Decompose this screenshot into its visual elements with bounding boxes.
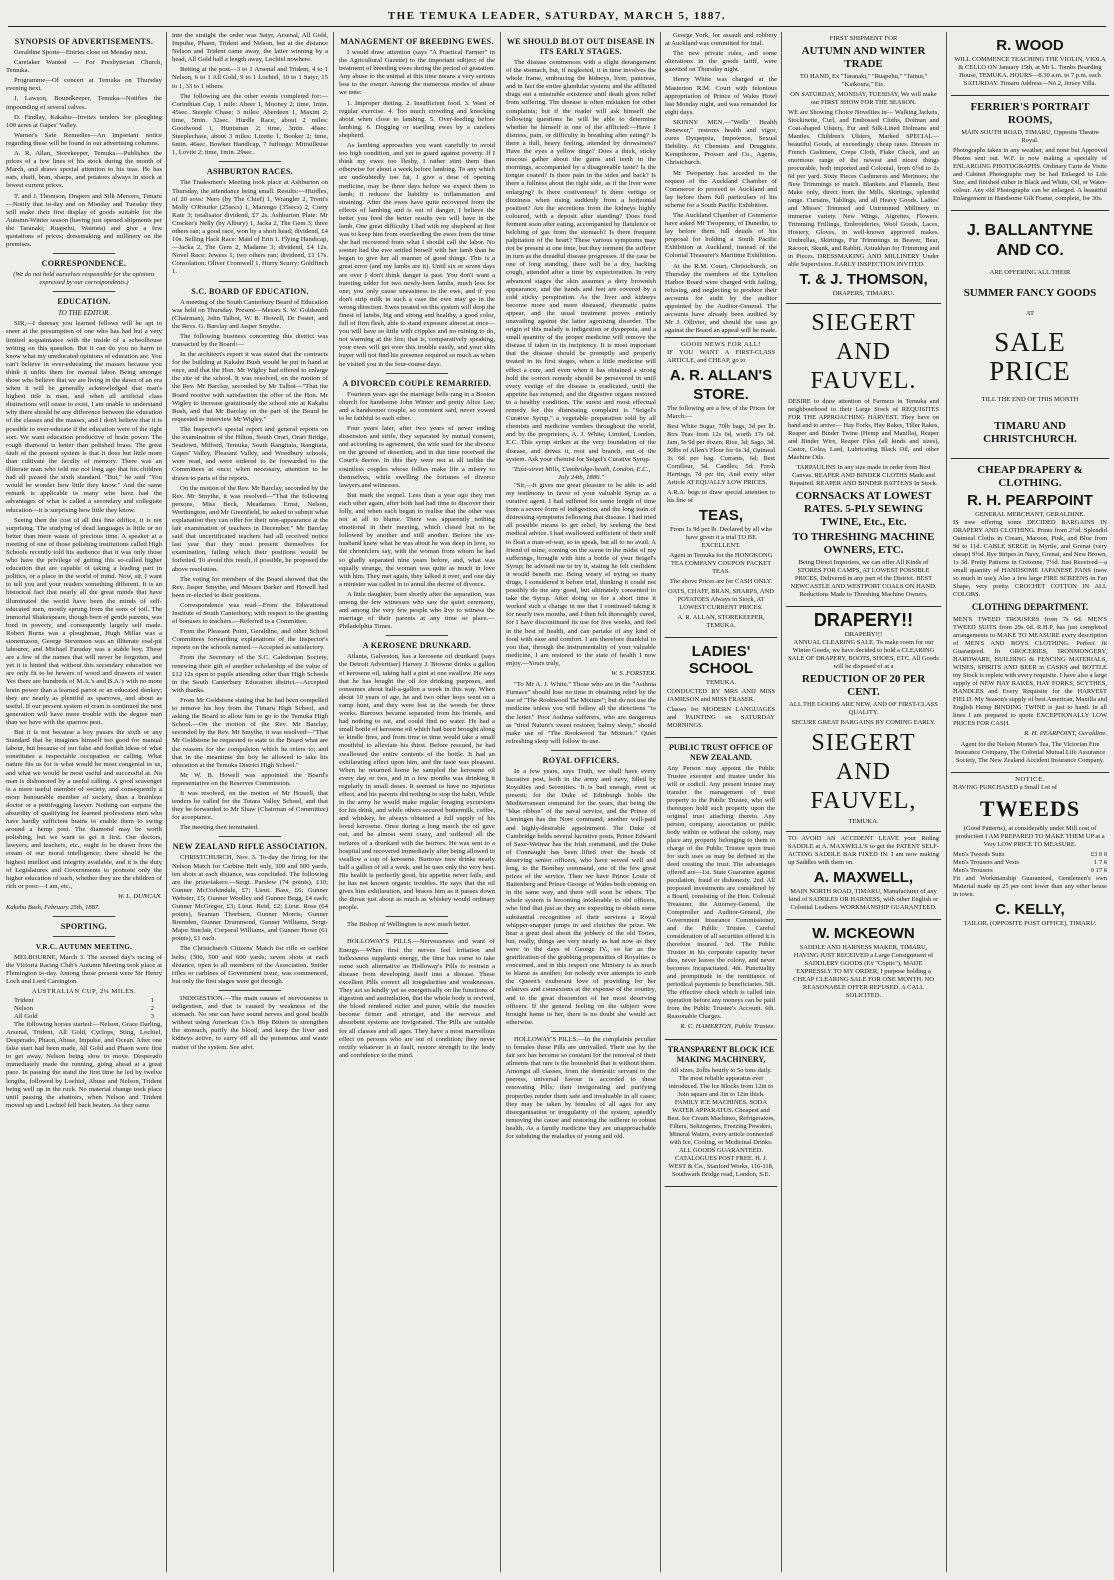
ice-machinery-advertisement bbox=[665, 1040, 777, 1187]
wood-name: R. WOOD bbox=[996, 37, 1064, 54]
synopsis-item: Programme—Of concert at Temuka on Thursday evening next. bbox=[6, 77, 162, 93]
rifle-heading: NEW ZEALAND RIFLE ASSOCIATION. bbox=[172, 842, 328, 852]
ladies-school-title: LADIES' SCHOOL bbox=[688, 643, 754, 678]
synopsis-item: A. R. Allan, Storekeeper, Temuka.—Publishes the prices of a few lines of his stock during the month of March, and draws special attention to his teas. He has oats, chaff, bran, sharps, and potatoes always in stock at lowest current prices. bbox=[6, 150, 162, 190]
correspondence-heading: CORRESPONDENCE. bbox=[41, 259, 127, 269]
thomson-sub: DRAPERS, TIMARU. bbox=[832, 290, 895, 298]
mckeown-advertisement bbox=[786, 920, 941, 1007]
maxwell-advertisement bbox=[786, 832, 941, 920]
testimonial-paragraph: "Sir,—It gives me great pleasure to be able to add my testimony in favor of your valuable Syrup as a curative agent. I had suffered for some length of time from a severe form of indigestion, and the long train of distressing symptoms following that disease. I had tried all possible means to get relief, by seeking the best medical advice. I had swallowed sufficient of their stuff to float a man-of-war, so to speak, but all to no avail. A friend of mine, coming on the scene in the midst of my sufferings, brought with him a bottle of your Seigel's Syrup; he advised me to try it, stating he felt confident it would benefit me. Being weary of trying so many drugs, I considered it before trial, thinking it could not possibly do me any good, but ultimately consented to take the Syrup. After doing so for a short time it worked such a change in me that I continued taking it for nearly two months, and I then felt thoroughly cured, for I have discontinued its use for five weeks, and feel in the best of health, and can partake of any kind of food with ease and comfort. I am therefore thankful to you that, through the instrumentality of your valuable medicine, I am restored to the state of health I now enjoy.—Yours truly, bbox=[506, 481, 656, 667]
maxwell-body: MAIN NORTH ROAD, TIMARU, Manufacturer of any kind of SADDLES OR HARNESS, with other English or Colonial Leathers. WORKMANSHIP GUARANTEED. bbox=[788, 888, 939, 912]
public-trust-body: Any Person may appoint the Public Trustee executor and trustee under his will or codicil. Any present trustee may transfer the management of trust property to the Public Trustee, who will thereupon hold such property upon the original trust attaching thereto. Any person, company, association or public body within or without the colony, may place any property belonging to them in charge of the Public Trustee upon trust for such uses as may be defined in the deed creating the trust. The advantages offered are—1st. State Guarantee against peculation, fraud or dishonesty. 2nd. All proposed investments are considered by a Board, consisting of the Hon. Colonial Treasurer, the Attorney-General, the Comptroller and Auditor-General, the Government Insurance Commissioner, and the Public Trustee. Careful consideration of all securities offered it is therefore insured. 3rd. The Public Trustee in his corporate capacity never dies, never leaves the colony, and never becomes incapacitated. 4th. Punctuality and promptitude in the remittance of periodical payments to beneficiaries. 5th. The effective check which is called into operation before any moneys can be paid from the Public Trustee's Account. 6th. Reasonable Charges. bbox=[667, 764, 775, 1020]
shipment-lead: FIRST SHIPMENT FOR bbox=[829, 35, 898, 42]
public-trust-title: PUBLIC TRUST OFFICE OF NEW ZEALAND. bbox=[669, 742, 773, 762]
column-3 bbox=[339, 32, 495, 1572]
result-row bbox=[6, 1005, 162, 1013]
column-rule bbox=[500, 32, 501, 1572]
education-paragraph: Seeing then the cost of all this fine edifice, it is not surprising. The studying of dead languages is little or no better than mere waste of precious time. A speaker at a meeting of one of those polishing institutions called High Schools recently told his audience that it was only those who have the privilege of getting this so-called higher education that are capable of taking a leading part in politics, or a place in the world of mind. Now, sir, I want to tell you and your readers something different. It is an historical fact that nearly all the great minds that have illuminated the world have been the minds of self-educated men, mostly sprung from the sons of toil. The immortal Shakespeare, though born of gentle parents, was bred in poverty, and consequently largely self made. Robert Burns was a ploughman, Hugh Millar was a stonemason, George Stevenson was an illiterate coal-pit labourer, and Michael Faraday was a stable boy. These are a few of the names that will never be forgotten, and yet it is hinted that without this secondary education we are only fit to be hewers of wood and drawers of water. Yes there are hundreds of M.A.'s and B.A.'s with no more brain power than a learned parrot or an educated donkey; they are nearly as plentiful as sparrows, and about as useful. If our present system of cram is continued the next generation will have more trouble with the degree man than we have with the sparrow pest. bbox=[6, 516, 162, 726]
indigestion-paragraph: INDIGESTION.—The main causes of nervousness is indigestion, and that is caused by weakness of the stomach. No one can have sound nerves and good health without using American Co.'s Hop Bitters to strengthen the stomach, purify the blood, and keep the liver and kidneys active, to carry off all the poisonous and waste matter of the system. See advt. bbox=[172, 994, 328, 1051]
placing: 2 bbox=[150, 1004, 154, 1012]
synopsis-item: D. Findlay, Kakahu—Invites tenders for ploughing 100 acres at Gapes' Valley. bbox=[6, 113, 162, 129]
ice-machinery-title: TRANSPARENT BLOCK ICE MAKING MACHINERY, bbox=[667, 1044, 775, 1064]
divorce-paragraph: Fourteen years ago the marriage bells rang in a Boston church for handsome John Winter and pretty Alice Lee; and a handsomer couple, so comment said, never vowed to be faithful to each other. bbox=[339, 390, 495, 422]
education-to-editor: TO THE EDITOR. bbox=[57, 309, 111, 318]
horse-name: Trident bbox=[14, 996, 34, 1004]
kelly-advertisement bbox=[951, 773, 1109, 933]
shipment-days: ON SATURDAY, MONDAY, TUESDAY, We will make our FIRST SHOW FOR THE SEASON. bbox=[790, 91, 937, 107]
wood-advertisement bbox=[951, 32, 1109, 96]
vrc-results bbox=[6, 997, 162, 1021]
public-trust-signature: R. C. HAMERTON, Public Trustee. bbox=[680, 1022, 775, 1030]
synopsis-item: Geraldine Sports—Entries close on Monday next. bbox=[14, 49, 148, 56]
news-item: Henry White was charged at the Masterton R.M. Court with felonious appropriation of Prince of Wales Hotel last Monday night, and was remanded for eight days. bbox=[665, 76, 777, 116]
drapery-reduction: REDUCTION OF 20 PER CENT. bbox=[801, 673, 926, 699]
column-rule bbox=[781, 32, 782, 1572]
rifle-paragraph: The Christchurch Citizens' Match for rifle or carbine belts; (300, 500 and 600 yards; seven shots at each distance, open to all members of the Association. Snider rifles or carbines of Government issue, was commenced, but only the first stages were got through. bbox=[172, 945, 328, 985]
pearpoint-sub: GENERAL MERCHANT, GERALDINE. bbox=[975, 511, 1085, 519]
column-rule bbox=[333, 32, 334, 1572]
board-paragraph: The meeting then terminated. bbox=[180, 824, 259, 832]
mckeown-name: W. MCKEOWN bbox=[812, 925, 915, 943]
drapery-sale-advertisement bbox=[786, 607, 941, 832]
allan-lead: IF YOU WANT A FIRST-CLASS ARTICLE, and CHEAP, go to bbox=[667, 349, 775, 365]
education-paragraph: But it is not because a boy passes the sixth or any Standard that he imagines himself too good for manual labour, but because of our false and foolish ideas of what constitutes a respectable occupation or calling. What nature fits us for is what would be most congenial to us, and what we would be most useful and successful at. No man is dishonored by a useful calling. A good scavenger is a more useful member of society, and consequently a more honourable member of society, than a brainless doctor or a pettifogging lawyer. Nothing can surpass the absurdity of qualifying for learned professions men who have hardly sufficient brains to enable them to swing around a hemp post. The diamond may be worth polishing, but we want to get it first. Our doctors, lawyers, and teachers, etc., ought to be drawn from the cream of our moral intelligence; there should be the highest intellect and integrity available, and it is the duty of Legislatures and Governments to promote only the higher education of such, whether they are the children of rich or poor.—I am, etc., bbox=[6, 729, 162, 890]
disease-paragraph: The disease commences with a slight derangement of the stomach, but, if neglected, it in time involves the whole frame, embracing the kidneys, liver, pancreas, and in fact the entire glandular system; and the afflicted drags out a miserable existence until death gives relief from suffering. The disease is often mistaken for other complaints; but if the reader will ask himself the following questions he will be able to determine whether he himself is one of the afflicted:—Have I distress, pain, or difficulty in breathing after eating? Is there a dull, heavy feeling, attended by drowsiness? Have the eyes a yellow tinge? Does a thick, sticky mucous gather about the gums and teeth in the mornings, accompanied by a disagreeable taste? Is the tongue coated? Is there pain in the sides and back? Is there a fullness about the right side, as if the liver were enlarging? Is there costiveness? Is there vertigo or dizziness when rising suddenly from a horizontal position? Are the secretions from the kidneys highly coloured, with a deposit after standing? Does food ferment soon after eating, accompanied by flatulence or belching of gas from the stomach? Is there frequent palpitation of the heart? These various symptoms may not be present at one time, but they torment the sufferer in turn as the dreadful disease progresses. If the case be one of long standing, there will be a dry, hacking cough, attended after a time by expectoration. In very advanced stages the skin assumes a dirty brownish appearance, and the hands and feet are covered by a cold sticky perspiration. As the liver and kidneys become more and more diseased, rheumatic pains appear, and the usual treatment proves entirely unavailing against the latter agonising disorder. The origin of this malady is indigestion or dyspepsia, and a small quantity of the proper medicine will remove the disease if taken in its incipiency. It is most important that the disease should be promptly and properly treated in its first stages, when a little medicine will effect a cure, and even when it has obtained a strong hold the correct remedy should be persevered in until every vestige of the disease is eradicated, until the appetite has returned, and the digestive organs restored to a healthy condition. The surest and most effectual remedy for this distressing complaint is "Seigel's Curative Syrup," a vegetable preparation sold by all chemists and medicine vendors throughout the world, and by the proprietors, A. J. White, Limited, London, E.C. This syrup strikes at the very foundation of the disease, and drives it, root and branch, out of the system. Ask your chemist for Seigel's Curative Syrup. bbox=[506, 59, 656, 463]
ballantyne-name: J. BALLANTYNE AND CO. bbox=[966, 222, 1094, 259]
divider bbox=[53, 253, 115, 254]
allan-teas-lead: A.R.A. begs to draw special attention to his line of bbox=[667, 489, 775, 505]
ballantyne-advertisement bbox=[951, 211, 1109, 459]
column-rule bbox=[166, 32, 167, 1572]
board-paragraph: The following business concerning this district was transacted by the Board:— bbox=[172, 332, 328, 348]
royal-officers-paragraph: In a few years, says Truth, we shall have every lucrative post, both in the army and navy, filled by Royalties and Serenities. It is bad enough, even at present; for the Duke of Edinburgh holds the Mediterranean command for the years, that being the "blue ribbon" of the naval service, and the Prince of Lieningen has the Nore command, another well-paid and highly-desirable appointment. The Duke of Cambridge holds several lucrative posts, Prince Edward of Saxe-Weimar has the Irish command, and the Duke of Connaught has been lifted over the heads of deserving senior officers, who have served well and long, to the Bombay command, one of the few great prizes of the service. Then we have Prince Louis of Battenberg and Prince George of Wales both coming on in the same way, and there will soon be others. The whole system is becoming intolerable to old officers, who find that just as they are expecting to obtain some substantial recognition of their services a Royal whipper-snapper jumps in and clutches the prize. We hear a great deal about the jobbery of the old Tories, but, really, things are very nearly as bad now as they were in the days of George IV., so far as the gratification of the grabbing propensities of Royalties is concerned, and in this respect one Ministry is as much to blame as another; for nobody ever attempts to curb the Queen's exuberant love of providing for her relatives and connexions at the expense of the country, and to the great discomfort of her most deserving officers. If the general feeling on the subject were brought home to her, there is no doubt she would act otherwise. bbox=[506, 767, 656, 1026]
ferrier-sub: MAIN SOUTH ROAD, TIMARU, Opposite Theatre Royal. bbox=[961, 129, 1099, 144]
allan-name: A. R. ALLAN'S bbox=[669, 367, 773, 385]
divorce-paragraph: A little daughter, born shortly after the separation, was among the few witnesses who saw the quiet ceremony, and among the very few people who live to witness the marriage of their parents at any time or place.—Philadelphia Times. bbox=[339, 590, 495, 631]
divider bbox=[386, 635, 448, 636]
siegert-name: SIEGERT AND FAUVEL. bbox=[810, 310, 917, 395]
board-education-heading: S.C. BOARD OF EDUCATION. bbox=[191, 286, 309, 296]
board-paragraph: From the Secretary of the S.C. Caledonian Society, renewing their gift of another scholarship of the value of £12 12s open to pupils attending other than High Schools in the South Canterbury Education district.—Accepted with thanks. bbox=[172, 654, 328, 694]
clothing-title: CLOTHING DEPARTMENT. bbox=[971, 602, 1089, 613]
ferrier-advertisement bbox=[951, 96, 1109, 211]
vrc-paragraph: MELBOURNE, March 3. The second day's racing of the Victoria Racing Club's Autumn Meeting took place at Flemington to-day. Among those present were Sir Henry Loch and Lord Carrington. bbox=[6, 954, 162, 986]
breeding-paragraph: I would draw attention (says "A Practical Farmer" in the Agricultural Gazette) to the important subject of the treatment of breeding ewes during the period of gestation. Any abuse to the animal at this time means a very serious loss to the owner. Among the numerous modes of abuse we note: bbox=[339, 49, 495, 97]
bishop-paragraph: The Bishop of Wellington is now much better. bbox=[347, 921, 471, 929]
sporting-heading: SPORTING. bbox=[60, 922, 108, 932]
divider bbox=[219, 161, 281, 162]
column-rule bbox=[660, 32, 661, 1572]
maxwell-lead: TO AVOID AN ACCIDENT LEAVE your Riding SADDLE at A. MAXWELL'S to get the PATENT SELF-ACTING SADDLE BAR FIXED IN. I am now making up Saddles with them on. bbox=[788, 835, 939, 867]
drapery-title: DRAPERY!! bbox=[813, 610, 914, 631]
divider bbox=[53, 916, 115, 917]
education-place: Kakahu Bush, February 25th, 1887. bbox=[6, 904, 100, 911]
fit-note: Fit and Workmanship Guaranteed, Gentlemen's own Material made up 25 per cent lower than any other house in town. bbox=[953, 875, 1107, 899]
thomson-advertisement bbox=[786, 32, 941, 304]
board-paragraph: The Inspector's special report and general reports on the examination of the Hilton, South Orari, Orari Bridge, Seadown, Milford, Temuka, South Rangitata, Rangitata, Gapes' Valley, Pleasant Valley, and Woodbury schools, were read, and were ordered to be forwarded to the Committees at once; when necessary, attention to be drawn to parts of the reports. bbox=[172, 425, 328, 482]
disease-heading: WE SHOULD BLOT OUT DISEASE IN ITS EARLY STAGES. bbox=[506, 37, 656, 56]
notice-body: (Good Patterns), at considerably under Mill cost of production I AM PREPARED TO MAKE THEM UP at a Very LOW PRICE TO MEASURE. bbox=[955, 825, 1105, 849]
divider bbox=[53, 291, 115, 292]
ballantyne-till: TILL THE END OF THIS MONTH bbox=[981, 396, 1079, 404]
news-item: The Auckland Chamber of Commerce have asked Mr Twopenny, of Dunedin, to lay before them full details of his proposal for holding a South Pacific Exhibition at Auckland, instead of the Colonial Treasurer's Maritime Exhibition. bbox=[665, 211, 777, 260]
price-row bbox=[953, 851, 1107, 859]
ballantyne-summer: SUMMER FANCY GOODS bbox=[963, 287, 1097, 299]
ballantyne-lead: ARE OFFERING ALL THEIR bbox=[989, 269, 1071, 276]
siegert-harvest-body: DESIRE to draw attention of Farmers in Temuka and neighbourhood to their Large Stock of REQUISITES FOR THE APPROACHING HARVEST. They have on hand and to arrive— Hay Forks, Hay Rakes, Tiller Rakes, Reaper and Binder Twine (Hemp and Manilla), Reaper and Binder Wire, Reaper Files (all kinds and sizes), Castor, Colza, Lard, Lubricating Black Oil, and other Machine Oils. bbox=[788, 398, 939, 462]
synopsis-item: Caretaker Wanted — For Presbyterian Church, Temuka. bbox=[6, 59, 162, 75]
royal-officers-heading: ROYAL OFFICERS. bbox=[542, 755, 620, 765]
board-paragraph: A meeting of the South Canterbury Board of Education was held on Thursday. Present—Messrs S. W. Goldsmith (Chairman), John Talbot, W. B. Howell, Dr Foster, and the Revs. G. Barclay and Jasper Smythe. bbox=[172, 298, 328, 330]
board-paragraph: It was resolved, on the motion of Mr Howell, that tenders be called for the Totara Valley School, and that they be forwarded to Mr Shaw (Chairman of Committee) for acceptance. bbox=[172, 789, 328, 822]
vrc-heading: V.R.C. AUTUMN MEETING. bbox=[35, 943, 133, 952]
shipment-title: AUTUMN AND WINTER TRADE bbox=[801, 45, 926, 71]
breeding-heading: MANAGEMENT OF BREEDING EWES. bbox=[340, 37, 494, 46]
board-paragraph: Mr W. B. Howell was appointed the Board's representative on the Reserves Commission. bbox=[172, 771, 328, 787]
kerosene-paragraph: Atlanta, Galveston, has a kerosene oil drunkard (says the Detroit Advertiser) Harvey J. Browne drinks a gallon of kerosene oil, taking half a pint at one swallow. He says that he has bought the oil for drinking purposes, and consumes about half-a-gallon a week in this way. When about 10 years of age, he and two other boys went on a camp hunt, and they were lost in the woods for three weeks. Burrows became separated from his friends, and had nothing to eat, and could find no water. He had a small bottle of kerosene oil which had been brought along to kindle fires, and from time to time would take a small mouthful to alleviate his thirst. Before rescued, he had swallowed the entire contents of the bottle. It had an exhilarating effect upon him, and the taste was pleasant. When he returned home he sampled the kerosene oil every day or two, and in a few months was drinking it regularly in small doses. It seemed to have no injurious effect, and his parents did nothing to stop the habit. While in the army he would make regular foraging excursions for his drink, and while others secured buttermilk, coffee, and whiskey, he always obtained a full supply of his loved kerosene. Once during a long march the oil gave out, and he almost went crazy, and suffered all the tortures of a drunkard with the horrors. He was sent to a hospital and recovered immediately after being allowed to swallow a cup of kerosene. Burrows now drinks nearly half a gallon of oil a week, and he uses only the very best. His health is perfectly good, his appetite never fails, and he has not known organic troubles. He says that the oil gives him exhilaration, and braces him as it passes down the throat just about as much as whiskey would ordinary people. bbox=[339, 653, 495, 912]
divider bbox=[219, 836, 281, 837]
board-paragraph: From the Pleasant Point, Geraldine, and other School Committees forwarding explanations of the Inspector's reports on the schools named.—Accepted as satisfactory. bbox=[172, 628, 328, 652]
news-item: George York, for assault and robbery at Auckland was committed for trial. bbox=[665, 32, 777, 48]
result-row bbox=[6, 997, 162, 1005]
divorce-paragraph: Four years later, after two years of never ending dissension and strife, they separated by mutual consent, and according to agreement, the wife sued for the divorce on the ground of desertion, and in due time received the Court's decree. In this they were not at all unlike the countless couples whose follies make life a misery to themselves, while swelling the fortunes of divorce lawyers and witnesses. bbox=[339, 425, 495, 489]
pearpoint-advertisement bbox=[951, 459, 1109, 773]
ballantyne-sale-price: SALE PRICE bbox=[989, 327, 1071, 387]
siegert-name-2: SIEGERT AND FAUVEL, bbox=[810, 730, 917, 815]
shipment-hand: TO HAND, Ex "Taranaki," "Ruapehu," "Tainui," "Kaikoura," Etc. bbox=[799, 73, 928, 89]
price-value: 1 7 6 bbox=[1094, 859, 1107, 867]
drapery-bargains: SECURE GREAT BARGAINS BY COMING EARLY. bbox=[791, 719, 936, 727]
pearpoint-agent: Agent for the Nelson Monte's Tea, The Victorian Fire Insurance Company, The Colonial Mutual Life Assurance Society, The New Zealand Accident Insurance Company. bbox=[954, 741, 1106, 765]
breeding-list: 1. Improper dieting. 2. Insufficient food. 3. Want of regular exercise. 4. Too much crowding and knocking about when close to lambing. 5. Over-feeding before lambing. 6. Dogging or startling ewes by a careless shepherd. bbox=[339, 99, 495, 139]
clothing-body: MEN'S TWEED TROUSERS from 7s 6d. MEN'S TWEED SUITS from 29s 6d. R.H.P. has just completed arrangements to MAKE TO MEASURE every description of MEN'S AND BOYS CLOTHING. Perfect fit Guaranteed. In GROCERIES, IRONMONGERY, HARDWARE, BUILDING & FENCING MATERIALS, WINES, SPIRITS AND BEER in CASKS and BOTTLE my Stock is replete with every requisite. I have also a large supply of NEW HAY RAKES, HAY FORKS, SCYTHES, HANDLES and Every Requisite for the HARVEST FIELD. My Season's supply of best American, Manilla and English Hemp BINDING TWINE is just to hand. In all lines I am prepared to quote EXCEPTIONALLY LOW PRICES FOR CASH. bbox=[953, 616, 1107, 728]
placing: 1 bbox=[150, 996, 154, 1004]
ladies-school-classes: Classes for MODERN LANGUAGES and PAINTING on SATURDAY MORNINGS. bbox=[667, 705, 775, 729]
news-item: Mr Twopenny has acceded to the request of the Auckland Chamber of Commerce to proceed to Auckland and lay before them full particulars of his scheme for a South Pacific Exhibition. bbox=[665, 169, 777, 209]
ballantyne-at: AT bbox=[1025, 310, 1035, 317]
allan-signature: A. R. ALLAN, STOREKEEPER, TEMUKA. bbox=[677, 614, 765, 630]
rifle-paragraph: CHRISTCHURCH, Nov. 3. To-day the firing for the Nelson Match for Carbine Belt only, 300 and 500 yards, ten shots at each distance, was concluded. The following are the prize-takers:—Sergt. Parslow (74 points), £10; Gunner McCorkindale, £7; Lieut. Bass, £6; Gunner Webster, £5; Gunner Woolley and Gunner Begg, £4 each; Gunner McGregor, £3; Lieut. Reid, £2; Lieut. Ross (64 points), Seaman Thorburn, Gunner Morris, Gunner Bremden, Gunner Drummond, Gunner Williams, Sergt-Major Sinclair, Corporal Williams, and Gunner Howe (61 points), £1 each. bbox=[172, 854, 328, 943]
allan-agent: Agent in Temuka for the HONGKONG TEA COMPANY COUPON PACKET TEAS. bbox=[669, 552, 773, 576]
placing: 3 bbox=[150, 1012, 154, 1020]
price-item: Men's Trousers bbox=[953, 867, 993, 875]
cornsacks-heading: CORNSACKS AT LOWEST RATES. 5-PLY SEWING TWINE, Etc., Etc. bbox=[795, 490, 932, 529]
siegert-tarpaulins: TARPAULINS In any size made to order from Best Canvas. REAPER AND BINDER CLOTHS Made and Repaired. REAPER AND BINDER BATTENS In Stock. bbox=[789, 464, 938, 488]
tweeds-heading: TWEEDS bbox=[979, 796, 1081, 822]
price-row bbox=[953, 867, 1107, 875]
news-item: The new private rules, and some alterations in the goods tariff, were gazetted on Thursday night. bbox=[665, 50, 777, 74]
asthma-paragraph: "To Mr A. J. White." Those who are in the "Asthma Furnace" should lose no time in obtaining relief by the use of "The Rookwood Tar Mixture"; but do not use the medicine unless you will follow all the directions "to the letter." Poor Asthma sufferers, who are dangerous as "tired Nature's sweet restorer, balmy sleep," should make use of "The Rookwood Tar Mixture." Quiet refreshing sleep will follow its use. bbox=[506, 681, 656, 745]
board-paragraph: In the architect's report it was stated that the contracts for the building at Kakahu Bush would be put in hand at once, and that the Hon. Mr Wigley had offered to enlarge the site of the school. It was resolved, on the motion of the Rev. Mr Barclay, seconded by Mr Talbot—"That the Board receive with satisfaction the offer of the Hon. Mr Wigley to increase gratuitously the school site at Kakahu Bush, and that Mr Barclay on the part of the Board be requested to interview Mr Wigley." bbox=[172, 351, 328, 423]
divider bbox=[53, 936, 115, 937]
news-item: SKINNY MEN.—"Wells' Health Renewer," restores health and vigor, cures Dyspepsia, Impotence, Sexual Debility. At Chemists and Druggists. Kempthorne, Prosser and Co., Agents, Christchurch. bbox=[665, 118, 777, 167]
threshing-heading: TO THRESHING MACHINE OWNERS, ETC. bbox=[792, 531, 935, 557]
divider bbox=[386, 373, 448, 374]
column-5 bbox=[665, 32, 777, 1572]
horse-name: Nelson bbox=[14, 1004, 33, 1012]
shipment-body: WE are Showing Choice Novelties in— Walking Jackets, Stockinette, Curl, and Embossed Cloths, Dolman and Coat-shaped Ulsters, Fur and Silk-Lined Dolmans and Mantles. Children's Ulsters, Marked SPECIAL—beautiful Goods, at exceedingly cheap rates. Dresses in French Cashmere, Crepe Cloth, Flake Check, and an enormous range of the newest and nicest things procurable, both imported and Colonial, from 6½d to 2s 6d per yard. Sixty Pieces Cashmeres and Merinoes; the New Trimmings to match. Blankets and Flannels, Best Make only, direct from the Mills. Skirtings, splendid range. Curtains, Tablings, and all Heavy Goods. Ladies' and Misses' Trimmed and Untrimmed Millinery in immense variety. New Wings, Aigrettes, Flowers. Trimming Frillings, Embroideries, Wool Goods, Laces, Hosiery, Gloves, in well-known approved makes. Umbrellas, Skirtings, Fur Trimmings in Beaver, Bear, Racoon, Skunk, and Rabbit. Astrakhan for Trimming and in Pieces. DRESSMAKING AND MILLINERY Under able Supervision. EARLY INSPECTION INVITED. bbox=[788, 109, 939, 269]
allan-teas-price: From 1s 9d per lb. Declared by all who have given it a trial TO BE EXCELLENT. bbox=[670, 526, 772, 550]
board-paragraph: On the motion of the Rev. Mr Barclay, seconded by the Rev. Mr Smythe, it was resolved—"That the following persons, Miss Beck, Meadames Ernst, Nelson, Worthington, and Mr Greenfield, be asked to submit what explanation they can offer for their non-appearance at the late examination of teachers in December." Mr Barclay said that uncertificated teachers had all received notice last year that they must present themselves for examination, failing which their positions would be forfeited. To avoid this result, if possible, he proposed the above resolution. bbox=[172, 484, 328, 573]
holloway-paragraph: HOLLOWAY'S PILLS.—In the complaints peculiar to females these Pills are unrivalled. Their use by the fair sex has become so constant for the removal of their ailments that rare is the household that is without them. Amongst all classes, from the domestic servant to the peeress, universal favour is accorded to these renovating Pills; their invigorating and purifying properties render them safe and invaluable in all cases; they may be taken by females of all ages for any disorganisation or irregularity of the system, speedily removing the cause and restoring the sufferer to robust health. As a family medicine they are unapproachable for subduing the maladies of young and old. bbox=[506, 1035, 656, 1140]
result-row bbox=[6, 1013, 162, 1021]
allan-oats: OATS, CHAFF, BRAN, SHARPS, AND POTATOES Always in Stock, AT LOWEST CURRENT PRICES. bbox=[667, 588, 775, 612]
vrc-cup: AUSTRALIAN CUP, 2¼ MILES. bbox=[31, 988, 137, 996]
breeding-paragraph: As lambing approaches you want carefully to avoid too high condition, and yet to guard against poverty. If I think my ewes too fleshy, I rather stint them than otherwise for about a week before lambing. To any which are undoubtedly too fat, I give a dose of opening medicine, may be three days before we expect them to lamb; it reduces the liability to inflammation and straining. After the ewes have quite recovered from the effects of lambing and is out of danger, I believe the better you feed the better results you will have in the lamb. One great difficulty I had with my shepherd at first was to keep him from overfeeding the ewes from the time she had recovered from what I should call the labor. No sooner had the ewe settled herself with her lamb than he began to give her all manner of good things. This is a great error (and my lambs are it). Until six or seven days are over I don't think danger is past. You don't want a bursting udder for two newly-born lambs, much less for one; you only cause uneasiness to the ewe, and if you don't strip milk in such a case the ewe may go in the wrong direction. Ewes treated on this system will drop the finest of lambs, big and strong and healthy, a good color, full of firm flesh, able to stand exposure almost at once—you will have so little with cripples and no ruining to do, not warming at the fire; that is, comparatively speaking, your ewes will get over this trouble easily, and your skin buyer will not find his presence required so much as when he visited you in the four-course days. bbox=[339, 142, 495, 368]
synopsis-item: Warner's Safe Remedies—An important notice regarding these will be found in our advertising columns. bbox=[6, 131, 162, 147]
board-paragraph: From Mr Goldstone stating that he had been compelled to remove his boy from the Timaru High School, and asking the Board to allow him to go to the Temuka High School.—On the motion of the Rev. Mr Barclay, seconded by the Rev. Mr Smythe, it was resolved—"That Mr Goldstone be requested to state to the Board what are the reasons for the compulsion which he refers to; and that in the meantime the boy be allowed to take his education at the Temuka District High School." bbox=[172, 696, 328, 769]
synopsis-heading: SYNOPSIS OF ADVERTISEMENTS. bbox=[14, 37, 154, 46]
column-1 bbox=[6, 32, 162, 1572]
masthead-title: THE TEMUKA LEADER, SATURDAY, MARCH 5, 1887. bbox=[387, 9, 727, 22]
correspondence-note: (We do not hold ourselves responsible for the opinions expressed by our correspondents.) bbox=[13, 271, 155, 287]
pearpoint-name: R. H. PEARPOINT bbox=[967, 492, 1093, 510]
notice-title: NOTICE. bbox=[1015, 776, 1045, 784]
good-news-heading: GOOD NEWS FOR ALL! bbox=[680, 341, 762, 349]
testimonial-address: "East-street Mills, Cambridge-heath, London, E.C., July 24th, 1886." bbox=[511, 465, 651, 481]
threshing-body: Being Direct Importers, we can offer All Kinds of STORES FOR CAMPS, AT LOWEST POSSIBLE PRICES, Delivered in any part of the District. BEST NEWCASTLE AND WESTPORT COALS ON HAND. Reductions Made to Threshing Machine Owners. bbox=[790, 559, 937, 599]
column-6 bbox=[786, 32, 941, 1572]
synopsis-list bbox=[6, 49, 162, 249]
divorce-paragraph: But mark the sequel. Less than a year ago they met each other again, after both had had time to discover their folly, and when each began to realise that the other was not at all to blame. There was apparently nothing emotional in their meeting, which closed but to be followed by another and still another. Before the ex-husband knew what he was about he was deep in love, so the chroniclers say, with the woman from whom he had so gladly separated nine years before, and, what was equally strange, the woman was quite as much in love with him. They met again, they talked it over, and one day a minister was called in to annul the decree of divorce. bbox=[339, 491, 495, 588]
pearpoint-body: IS now offering some DECIDED BARGAINS IN DRAPERY AND CLOTHING. Prints from 2½d. Splendid Oatmeal Cloths in Cream, Maroon, Pink, and Blue from 9d to 11d. CABLE SERGE in Myrtle, and Grenat (very cheap) 9½d. Rye Stripes in Navy, Grenat, and New Brown, 1s 3d. Pretty Patterns in Cretonne, 7½d. Just Received—a small quantity of HANDSOME JAPANESE FANS (now so much in use); Also a few large FIRE SCREENS in Fan Shape, very pretty. CROCHET COTTON IN ALL COLORS. bbox=[953, 519, 1107, 599]
column-rule bbox=[946, 32, 947, 1572]
testimonial-signature: W. S. FORSTER. bbox=[611, 670, 656, 678]
divider bbox=[386, 933, 448, 934]
ferrier-body: Photographs taken in any weather, and none but Approved Photos sent out. W.F. is now making a specialty of ENLARGING PHOTOGRAPHS. Ordinary Carte de Visite and Cabinet Photographs may be had Enlarged to Life Size, and finished either in Black and White, Oil, or Water-colour. Any old Photographs can be enlarged. A beautiful Enlargement in Handsome Gilt Frame, complete, for 30s. bbox=[953, 147, 1107, 202]
price-list bbox=[953, 851, 1107, 875]
siegert-harvest-advertisement bbox=[786, 304, 941, 607]
divider bbox=[386, 916, 448, 917]
vrc-paragraph: The following horses started:—Nelson, Grace Darling, Arsenal, Trident, All Gold, Cyclops, Sting, Lochiel, Desperado, Phaon, Abuse, Impulse, and Ocean. After one false start had been made, All Gold and Phaon were first to get away, Nelson being slow to move. Desperado immediately made the running, going ahead at a great pace. In passing the stand the first time he led by twelve lengths, followed by Lochiel, Abuse and Nelson, Trident being well up in the ruck. No material change took place until passing the abattoirs, when Nelson and Trident moved up and Lochiel fell back beaten. As they came bbox=[6, 1020, 162, 1109]
board-paragraph: The voting for members of the Board showed that the Rev. Jasper Smythe, and Messrs Barker and Howell had been re-elected to their positions. bbox=[172, 575, 328, 599]
race-continued: into the straight the order was Satyr, Arsenal, All Gold, Impulse, Phaon, Trident and Nelson, but at the distance Nelson and Trident came away, the latter winning by a head, All Gold half a length away, Lochiel nowhere. bbox=[172, 32, 328, 64]
race-betting: Betting at the post—3 to 1 Arsenal and Trident, 4 to 1 Nelson, 6 to 1 All Gold, 9 to 1 Lochiel, 10 to 1 Satyr, 15 to 1, 33 to 1 others. bbox=[172, 66, 328, 90]
ferrier-title: FERRIER'S PORTRAIT ROOMS, bbox=[970, 101, 1090, 126]
column-7 bbox=[951, 32, 1109, 1572]
kelly-name: C. KELLY, bbox=[995, 901, 1065, 919]
board-paragraph: Correspondence was read—From the Educational Institute of South Canterbury, with respect to the granting of bonuses to teachers.—Referred to a Committee. bbox=[172, 601, 328, 626]
ice-machinery-body: All sizes, 2olbs hourly to 5o tons daily. The most reliable apparatus ever introduced. The Ice Blocks from 12in to 3oin square and 3in to 12in thick. FAMILY ICE MACHINES. SODA WATER APPARATUS. Cheapest and Best. Ice Cream Machines, Refrigerators, Filters, Seltzogenes, Freezing Powders, Mineral Waters, every article connected with Ice, Cooling, or Medicinal Drinks. ALL GOODS GUARANTEED. CATALOGUES POST FREE. H. J. WEST & Co., Stanford Works, 116-118, Southwark Bridge road, London, S.E. bbox=[667, 1066, 775, 1178]
price-item: Men's Trousers and Vests bbox=[953, 859, 1019, 867]
cheap-drapery-title: CHEAP DRAPERY & CLOTHING. bbox=[977, 464, 1083, 490]
price-value: 0 17 6 bbox=[1090, 867, 1107, 875]
education-heading: EDUCATION. bbox=[57, 297, 111, 307]
drapery-sub: DRAPERY!!! bbox=[844, 631, 883, 639]
allan-store: STORE. bbox=[693, 386, 749, 404]
drapery-new: ALL THE GOODS ARE NEW, AND OF FIRST-CLASS QUALITY. bbox=[789, 701, 938, 717]
price-item: Men's Tweeds Suits bbox=[953, 851, 1005, 859]
race-results: The following are the other events completed for:—Corinthian Cup, 1 mile: Abeer 1, Mooney 2; time, 1min. 45sec. Steeple Chase: 3 miles: Aberdeen 1, Maxim 2; time, 5min. 32sec. Hurdle Race, about 2 miles: Goodwood 1, Huntsman 2; time, 3min. 46sec. Steeplechase, about 3 miles: Lizette 1, Booker 2; time, 6min. 46sec. Bowker Handicap, 7 furlongs: Mitrailleuse 1, Lovite 2; time, 1min. 29sec. bbox=[172, 92, 328, 157]
education-signature: W. L. DUNCAN. bbox=[117, 892, 162, 900]
allan-advertisement bbox=[665, 337, 777, 638]
notice-lead: HAVING PURCHASED a Small Lot of bbox=[953, 784, 1058, 792]
ladies-school-town: TEMUKA. bbox=[705, 679, 737, 687]
divider bbox=[219, 281, 281, 282]
divorce-heading: A DIVORCED COUPLE REMARRIED. bbox=[342, 378, 492, 388]
price-row bbox=[953, 859, 1107, 867]
price-value: £3 0 0 bbox=[1090, 851, 1107, 859]
column-4 bbox=[506, 32, 656, 1572]
divider bbox=[551, 1031, 611, 1032]
column-2 bbox=[172, 32, 328, 1572]
ashburton-paragraph: The Tradesmen's Meeting took place at Ashburton on Thursday, the attendance being small. Results:—Hurdles, of 20 sovs: Nero (by The Chief) 1, Wrangler 2, Trent's Molly O'Rourke (25secs) 1, Marengo (35secs) 2, Corry Kate 3; totalisator dividend, £7 2s. Ashburton Plate: Mr Crocker's Nelly (by Albury) 1, Jacka 2, The Gem 3; three others ran; a good race, won by a short head; dividend, £4 10s. Selling Hack Race: Maid of Erin 1. Flying Handicap,—Jacka 2, The Gem 2, Madame 3; dividend, £4 12s. Novel Race: Jewess 1; two others ran; dividend, £1 17s. Consolation: Oliver Cromwell 1. Hurry Scurry: Goldfinch 1. bbox=[172, 179, 328, 276]
kerosene-heading: A KEROSENE DRUNKARD. bbox=[362, 641, 472, 651]
ashburton-heading: ASHBURTON RACES. bbox=[206, 167, 294, 177]
ladies-school-body: CONDUCTED BY MRS AND MISS JAMIESON and MISS FRASER. bbox=[667, 687, 775, 703]
synopsis-item: J. Lawson, Boundkeeper, Temuka—Notifies the impounding of several calves. bbox=[6, 95, 162, 111]
kelly-sub: TAILOR, (OPPOSITE POST OFFICE), TIMARU. bbox=[963, 920, 1097, 928]
synopsis-item: T. and J. Thomson, Drapers and Silk Mercers, Timaru—Notify that to-day and on Monday and Tuesday they will make their first display of goods suitable for the Autumn-Winter season (having just opened shipments per the Taranaki, Ruapehu, Waimea) and give a few quotations of prices; dressmaking and millinery on the premises. bbox=[6, 192, 162, 249]
allan-intro: The following are a few of the Prices for March:— bbox=[667, 405, 775, 421]
wood-body: WILL COMMENCE TEACHING THE VIOLIN, VIOLA & CELLO ON January 15th, at Mr L. Tombs Boarding House, TEMUKA. HOURS—8.30 a.m. to 7 p.m. each SATURDAY. Timaru Address—No 2, Jersey Villa. bbox=[954, 56, 1106, 87]
mckeown-body: SADDLE AND HARNESS MAKER, TIMARU, HAVING JUST RECEIVED a Large Consignment of SADDLERY GOODS (Ex "Coptic"), MADE EXPRESSLY TO MY ORDER, I purpose holding a CHEAP CLEARING SALE FOR ONE MONTH. NO REASONABLE OFFER REFUSED. A CALL SOLICITED. bbox=[793, 944, 934, 1000]
allan-prices: Best White Sugar, 70lb bags, 3d per lb. Box Teas from 12s 6d, worth 17s 6d. Jam, 5s 9d per dozen; Rice, 3d; Sago, 3d. 50lbs of Allen's Flour for 6s 3d, Oatmeal 3s 6d per bag. Currants, 6d; Best Cornflour, 5d. Candles, 5d; Fresh Herrings, 7d per tin, And every other Article AT EQUALLY LOW PRICES. bbox=[667, 423, 775, 487]
divider bbox=[551, 750, 611, 751]
holloway-paragraph: HOLLOWAY'S PILLS.—Nervousness and want of Energy.—When first the nerves feel irritation and listlessness supplants energy, the time has come to take some such alternative as Holloway's Pills to restrain a disease from developing itself into a disease. These excellent Pills correct all irregularities and weaknesses. They act so kindly yet so energetically on the functions of digestion and assimilation, that the whole body is revived, the blood rendered richer and purer, while the muscles become firmer and stronger, and the nervous and absorbent systems are invigorated. The Pills are suitable for all classes and all ages. They have a most marvellous effect on persons who are out of condition; they never rectify whatever is at fault, restore strength to the body and confidence to the mind. bbox=[339, 938, 495, 1059]
news-item: At the R.M. Court, Christchurch, on Thursday the members of the Lyttelton Harbor Board were charged with failing, refusing, and neglecting to produce their accounts for audit by the auditor appointed by the Auditor-General. The accounts have already been audited by Mr J. Ollivier, and should the case go against the Board an appeal will be made. bbox=[665, 262, 777, 335]
public-trust-advertisement bbox=[665, 738, 777, 1040]
maxwell-name: A. MAXWELL, bbox=[813, 869, 914, 887]
education-paragraph: SIR,—I daresay you learned fellows will be apt to sneer at the presumption of one who has had but a very limited acquaintance with the inside of a schoolhouse writing on this question. But it can do you no harm to know what my uneducated opinions of education are. You can't believe in over-educating the masses because you think it unfits them for manual labor. Being amongst those who believe that we are living in the dawn of an era when it will be generally acknowledged that man's highest title is man, and when all artificial class distinctions will cease to exist, I am unable to understand why there should be any difference between the education of the classes and the masses, and I don't believe that it is possible to over-educate if the education were of the right sort. We want education productive of brain power. The rough diamond is better than polished brass. The great fault of the present system is that it does but little more than cultivate the faculty of memory. There was an illiterate man who told me not long ago that his children had all passed the sixth standard. "But," he said "You would be wonder how little they know." And the same remark is applicable to many who have had the advantages of what is called a secondary and collegiate education—it is surprising how little they know. bbox=[6, 320, 162, 514]
horse-name: All Gold bbox=[14, 1012, 38, 1020]
pearpoint-signature: R. H. PEARPOINT, Geraldine. bbox=[1024, 730, 1107, 738]
siegert-town: TEMUKA. bbox=[848, 818, 879, 826]
ballantyne-town: TIMARU AND CHRISTCHURCH. bbox=[983, 420, 1077, 446]
drapery-body: ANNUAL CLEARING SALE. To make room for our Winter Goods, we have decided to hold a CLEARING SALE OF DRAPERY, BOOTS, SHOES, ETC. All Goods will be disposed of at a bbox=[788, 639, 939, 671]
divider bbox=[219, 990, 281, 991]
ladies-school-advertisement bbox=[665, 638, 777, 737]
masthead bbox=[8, 6, 1106, 27]
allan-cash: The above Prices are for CASH ONLY. bbox=[669, 578, 773, 586]
thomson-name: T. & J. THOMSON, bbox=[799, 271, 928, 289]
allan-teas: TEAS, bbox=[698, 507, 744, 525]
